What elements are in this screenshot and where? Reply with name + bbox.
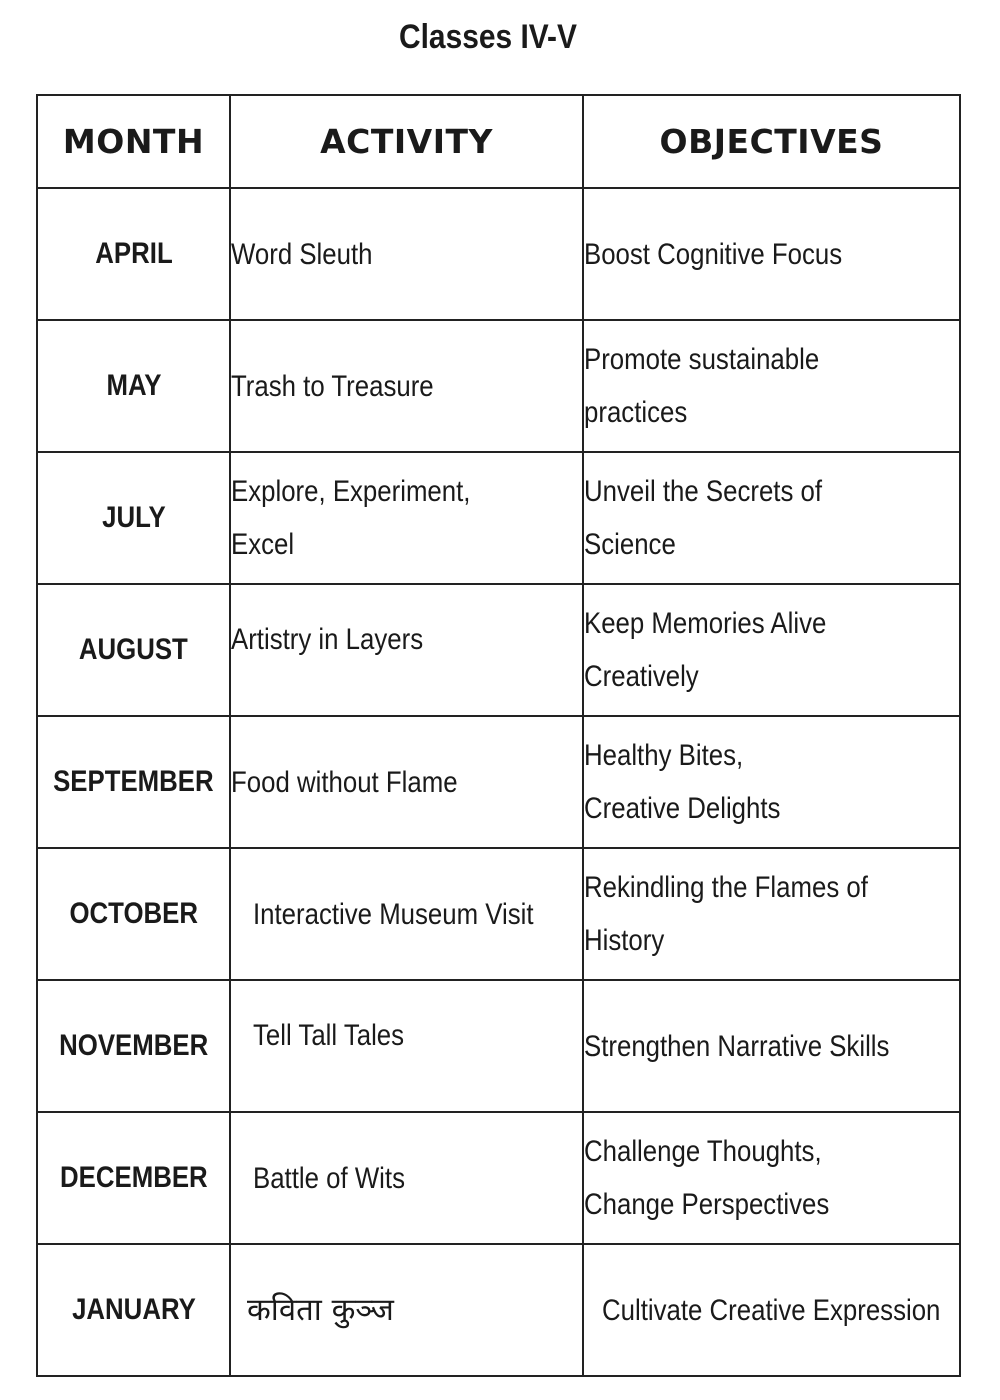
objective-text: History — [584, 924, 665, 957]
activity-text: Interactive Museum Visit — [253, 897, 534, 931]
objective-text: Cultivate Creative Expression — [602, 1293, 941, 1327]
objective-cell — [583, 452, 960, 584]
activity-text: कविता कुञ्ज — [247, 1291, 394, 1328]
objective-cell — [583, 188, 960, 320]
month-label: SEPTEMBER — [53, 765, 214, 798]
month-label: DECEMBER — [59, 1161, 208, 1194]
activity-text: Battle of Wits — [253, 1161, 405, 1195]
month-label: AUGUST — [79, 633, 188, 666]
objective-cell — [583, 980, 960, 1112]
month-cell — [37, 584, 230, 716]
month-cell — [37, 980, 230, 1112]
objective-cell — [583, 1112, 960, 1244]
header-activity: ACTIVITY — [230, 95, 583, 188]
objective-cell — [583, 1244, 960, 1376]
objective-text: Unveil the Secrets of — [584, 475, 823, 508]
table-row — [37, 848, 960, 980]
objective-text: Challenge Thoughts, — [584, 1135, 822, 1168]
objective-cell — [583, 848, 960, 980]
table-header-row — [37, 95, 960, 188]
activity-cell — [230, 320, 583, 452]
objective-text: Creative Delights — [584, 792, 781, 825]
month-label: MAY — [106, 369, 161, 402]
table-row — [37, 716, 960, 848]
objective-cell — [583, 716, 960, 848]
objective-text: Rekindling the Flames of — [584, 871, 868, 904]
table-row — [37, 584, 960, 716]
table-row — [37, 1244, 960, 1376]
month-cell — [37, 1244, 230, 1376]
header-month: MONTH — [37, 95, 230, 188]
table-row — [37, 452, 960, 584]
month-label: NOVEMBER — [58, 1029, 209, 1062]
objective-text: Science — [584, 528, 676, 561]
objective-text: Healthy Bites, — [584, 739, 744, 772]
objective-text: practices — [584, 396, 688, 429]
month-cell — [37, 452, 230, 584]
table-row — [37, 980, 960, 1112]
month-label: APRIL — [94, 237, 173, 270]
objective-text: Promote sustainable — [584, 343, 820, 376]
month-cell — [37, 848, 230, 980]
activity-cell — [230, 980, 583, 1112]
activity-text: Food without Flame — [231, 765, 458, 799]
objective-text: Creatively — [584, 660, 699, 693]
month-label: OCTOBER — [69, 897, 198, 930]
objective-text: Strengthen Narrative Skills — [584, 1029, 890, 1063]
activity-text: Excel — [231, 528, 295, 561]
month-cell — [37, 188, 230, 320]
table-row — [37, 1112, 960, 1244]
month-cell — [37, 320, 230, 452]
activity-text: Artistry in Layers — [231, 623, 424, 656]
activity-cell — [230, 1244, 583, 1376]
activity-text: Trash to Treasure — [231, 369, 434, 403]
activity-cell — [230, 848, 583, 980]
activity-cell — [230, 584, 583, 716]
activity-text: Explore, Experiment, — [231, 475, 471, 508]
activity-text: Word Sleuth — [231, 237, 373, 271]
activity-schedule-table — [36, 94, 961, 1377]
month-cell — [37, 1112, 230, 1244]
table-row — [37, 320, 960, 452]
page-title: Classes IV-V — [399, 18, 577, 56]
objective-text: Boost Cognitive Focus — [584, 237, 843, 271]
table-row — [37, 188, 960, 320]
header-objectives: OBJECTIVES — [583, 95, 960, 188]
month-cell — [37, 716, 230, 848]
activity-cell — [230, 716, 583, 848]
objective-text: Keep Memories Alive — [584, 607, 827, 640]
activity-cell — [230, 188, 583, 320]
month-label: JULY — [101, 501, 166, 534]
activity-cell — [230, 452, 583, 584]
objective-cell — [583, 584, 960, 716]
activity-cell — [230, 1112, 583, 1244]
objective-cell — [583, 320, 960, 452]
month-label: JANUARY — [71, 1293, 196, 1326]
activity-text: Tell Tall Tales — [253, 1019, 405, 1052]
objective-text: Change Perspectives — [584, 1188, 830, 1221]
